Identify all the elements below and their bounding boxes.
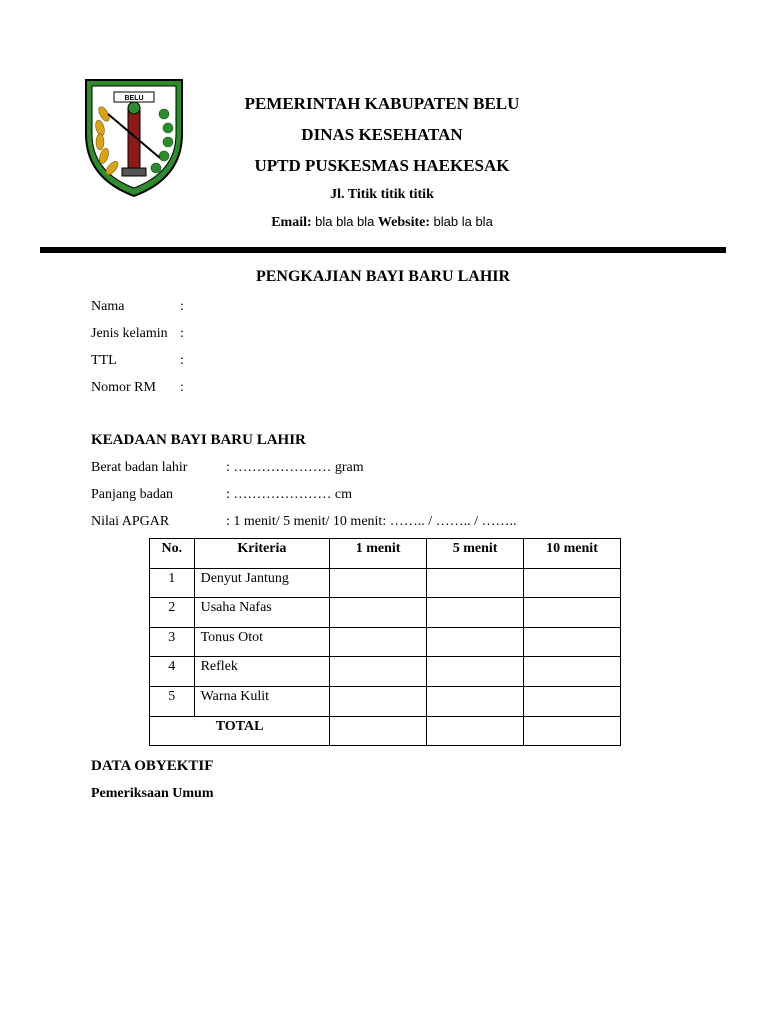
website-label: Website: bbox=[377, 215, 431, 230]
score-cell-5-menit[interactable] bbox=[427, 598, 524, 628]
letterhead-department: DINAS KESEHATAN bbox=[301, 125, 463, 144]
letterhead-divider bbox=[40, 247, 726, 253]
apgar-table-header bbox=[150, 539, 621, 569]
header-5-menit: 5 menit bbox=[427, 539, 524, 569]
field-nama-label: Nama bbox=[91, 299, 125, 314]
score-cell-1-menit[interactable] bbox=[330, 627, 427, 657]
letterhead-puskesmas: UPTD PUSKESMAS HAEKESAK bbox=[254, 156, 510, 175]
field-ttl-label: TTL bbox=[91, 353, 117, 368]
pemeriksaan-umum-subheading: Pemeriksaan Umum bbox=[91, 786, 214, 801]
table-row bbox=[150, 598, 621, 628]
score-cell-10-menit[interactable] bbox=[524, 686, 621, 716]
row-no: 4 bbox=[150, 657, 195, 687]
email-label: Email: bbox=[271, 215, 312, 230]
apgar-value: : 1 menit/ 5 menit/ 10 menit: …….. / …….. / …….. bbox=[226, 514, 517, 529]
field-nama-colon: : bbox=[180, 299, 184, 314]
header-no: No. bbox=[150, 539, 195, 569]
letterhead-government: PEMERINTAH KABUPATEN BELU bbox=[244, 94, 520, 113]
table-row bbox=[150, 657, 621, 687]
apgar-table bbox=[149, 538, 621, 746]
panjang-badan-value: : ………………… cm bbox=[226, 487, 352, 502]
email-value: bla bla bla bbox=[315, 214, 375, 229]
letterhead-contact bbox=[196, 214, 568, 231]
row-kriteria: Reflek bbox=[194, 657, 330, 687]
logo-banner-text: BELU bbox=[124, 95, 144, 102]
section-keadaan-heading: KEADAAN BAYI BARU LAHIR bbox=[91, 432, 306, 448]
table-row bbox=[150, 568, 621, 598]
row-no: 2 bbox=[150, 598, 195, 628]
apgar-label: Nilai APGAR bbox=[91, 514, 170, 529]
section-data-obyektif-heading: DATA OBYEKTIF bbox=[91, 758, 214, 774]
row-kriteria: Usaha Nafas bbox=[194, 598, 330, 628]
score-cell-10-menit[interactable] bbox=[524, 627, 621, 657]
document-title: PENGKAJIAN BAYI BARU LAHIR bbox=[255, 268, 511, 285]
total-cell-1-menit[interactable] bbox=[330, 716, 427, 746]
row-no: 3 bbox=[150, 627, 195, 657]
field-jenis-kelamin-label: Jenis kelamin bbox=[91, 326, 168, 341]
row-no: 1 bbox=[150, 568, 195, 598]
header-kriteria: Kriteria bbox=[194, 539, 330, 569]
score-cell-10-menit[interactable] bbox=[524, 568, 621, 598]
letterhead-address: Jl. Titik titik titik bbox=[330, 187, 434, 202]
score-cell-5-menit[interactable] bbox=[427, 627, 524, 657]
berat-badan-value: : ………………… gram bbox=[226, 460, 364, 475]
total-cell-10-menit[interactable] bbox=[524, 716, 621, 746]
header-10-menit: 10 menit bbox=[524, 539, 621, 569]
field-ttl-colon: : bbox=[180, 353, 184, 368]
table-row bbox=[150, 627, 621, 657]
row-kriteria: Warna Kulit bbox=[194, 686, 330, 716]
total-cell-5-menit[interactable] bbox=[427, 716, 524, 746]
berat-badan-label: Berat badan lahir bbox=[91, 460, 188, 475]
score-cell-10-menit[interactable] bbox=[524, 598, 621, 628]
row-kriteria: Tonus Otot bbox=[194, 627, 330, 657]
score-cell-5-menit[interactable] bbox=[427, 686, 524, 716]
belu-coat-of-arms-logo bbox=[78, 74, 190, 200]
header-1-menit: 1 menit bbox=[330, 539, 427, 569]
score-cell-5-menit[interactable] bbox=[427, 568, 524, 598]
score-cell-1-menit[interactable] bbox=[330, 686, 427, 716]
score-cell-1-menit[interactable] bbox=[330, 568, 427, 598]
score-cell-10-menit[interactable] bbox=[524, 657, 621, 687]
score-cell-1-menit[interactable] bbox=[330, 598, 427, 628]
row-kriteria: Denyut Jantung bbox=[194, 568, 330, 598]
row-no: 5 bbox=[150, 686, 195, 716]
score-cell-5-menit[interactable] bbox=[427, 657, 524, 687]
total-label: TOTAL bbox=[150, 716, 330, 746]
table-row bbox=[150, 686, 621, 716]
field-jenis-kelamin-colon: : bbox=[180, 326, 184, 341]
field-nomor-rm-label: Nomor RM bbox=[91, 380, 156, 395]
website-value: blab la bla bbox=[433, 214, 493, 229]
score-cell-1-menit[interactable] bbox=[330, 657, 427, 687]
field-nomor-rm-colon: : bbox=[180, 380, 184, 395]
total-row bbox=[150, 716, 621, 746]
panjang-badan-label: Panjang badan bbox=[91, 487, 174, 502]
